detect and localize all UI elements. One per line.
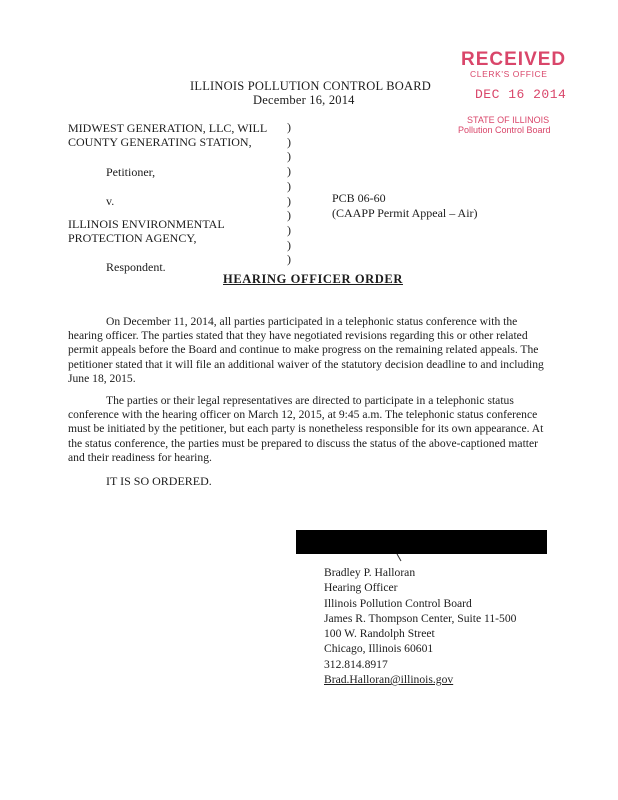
case-type: (CAAPP Permit Appeal – Air) — [332, 206, 478, 220]
agency-header: ILLINOIS POLLUTION CONTROL BOARD — [190, 79, 431, 93]
paren: ) — [287, 178, 291, 193]
paren: ) — [287, 134, 291, 149]
paragraph-2-text: The parties or their legal representatives are directed to participate in a telephonic status conference with the hearing officer on March 12, 2015, at 9:45 a.m. The telephonic status conference must be initiated by the petitioner, but each party is nonetheless responsible for its own appearance. At the status conference, the parties must be prepared to discuss the status of the above-captioned matter and their readiness for hearing. — [68, 394, 544, 464]
paragraph-2 — [68, 394, 548, 465]
order-title: HEARING OFFICER ORDER — [223, 272, 403, 286]
case-number: PCB 06-60 — [332, 191, 386, 205]
paragraph-1 — [68, 315, 548, 386]
paren: ) — [287, 208, 291, 223]
respondent-name-line1: ILLINOIS ENVIRONMENTAL — [68, 217, 225, 231]
petitioner-role: Petitioner, — [106, 165, 156, 179]
respondent-name-line2: PROTECTION AGENCY, — [68, 231, 197, 245]
stamp-date: DEC 16 2014 — [475, 87, 567, 102]
signer-title: Hearing Officer — [324, 581, 398, 595]
order-date: December 16, 2014 — [253, 93, 355, 107]
versus: v. — [106, 194, 115, 208]
signer-org: Illinois Pollution Control Board — [324, 596, 472, 610]
paren: ) — [287, 237, 291, 252]
paren: ) — [287, 120, 291, 134]
paragraph-1-text: On December 11, 2014, all parties participated in a telephonic status conference with the hearing officer. The parties stated that they have negotiated revisions regarding this or other related permit appeals before the Board and continue to make progress on the remaining related appeals. The petitioner stated that it will file an additional waiver of the statutory decision deadline to and including June 18, 2015. — [68, 315, 544, 385]
paren: ) — [287, 164, 291, 179]
signer-phone: 312.814.8917 — [324, 657, 388, 671]
signer-address1: James R. Thompson Center, Suite 11-500 — [324, 611, 517, 625]
paren: ) — [287, 222, 291, 237]
closing-statement: IT IS SO ORDERED. — [106, 474, 212, 488]
signer-address2: 100 W. Randolph Street — [324, 627, 435, 641]
signer-email[interactable]: Brad.Halloran@illinois.gov — [324, 673, 454, 687]
signature-block — [324, 565, 516, 687]
stamp-board: Pollution Control Board — [458, 125, 551, 135]
stamp-state: STATE OF ILLINOIS — [467, 115, 550, 125]
redacted-signature — [296, 530, 547, 554]
stamp-received: RECEIVED — [461, 49, 567, 70]
signer-city: Chicago, Illinois 60601 — [324, 642, 434, 656]
signature-tail-mark — [395, 553, 405, 563]
caption-parentheses — [287, 120, 291, 267]
petitioner-name-line2: COUNTY GENERATING STATION, — [68, 135, 252, 149]
paren: ) — [287, 149, 291, 164]
respondent-role: Respondent. — [106, 260, 166, 274]
paren: ) — [287, 193, 291, 208]
paren: ) — [287, 252, 291, 267]
signer-name: Bradley P. Halloran — [324, 566, 416, 579]
stamp-office: CLERK'S OFFICE — [470, 69, 548, 79]
petitioner-name-line1: MIDWEST GENERATION, LLC, WILL — [68, 121, 268, 135]
